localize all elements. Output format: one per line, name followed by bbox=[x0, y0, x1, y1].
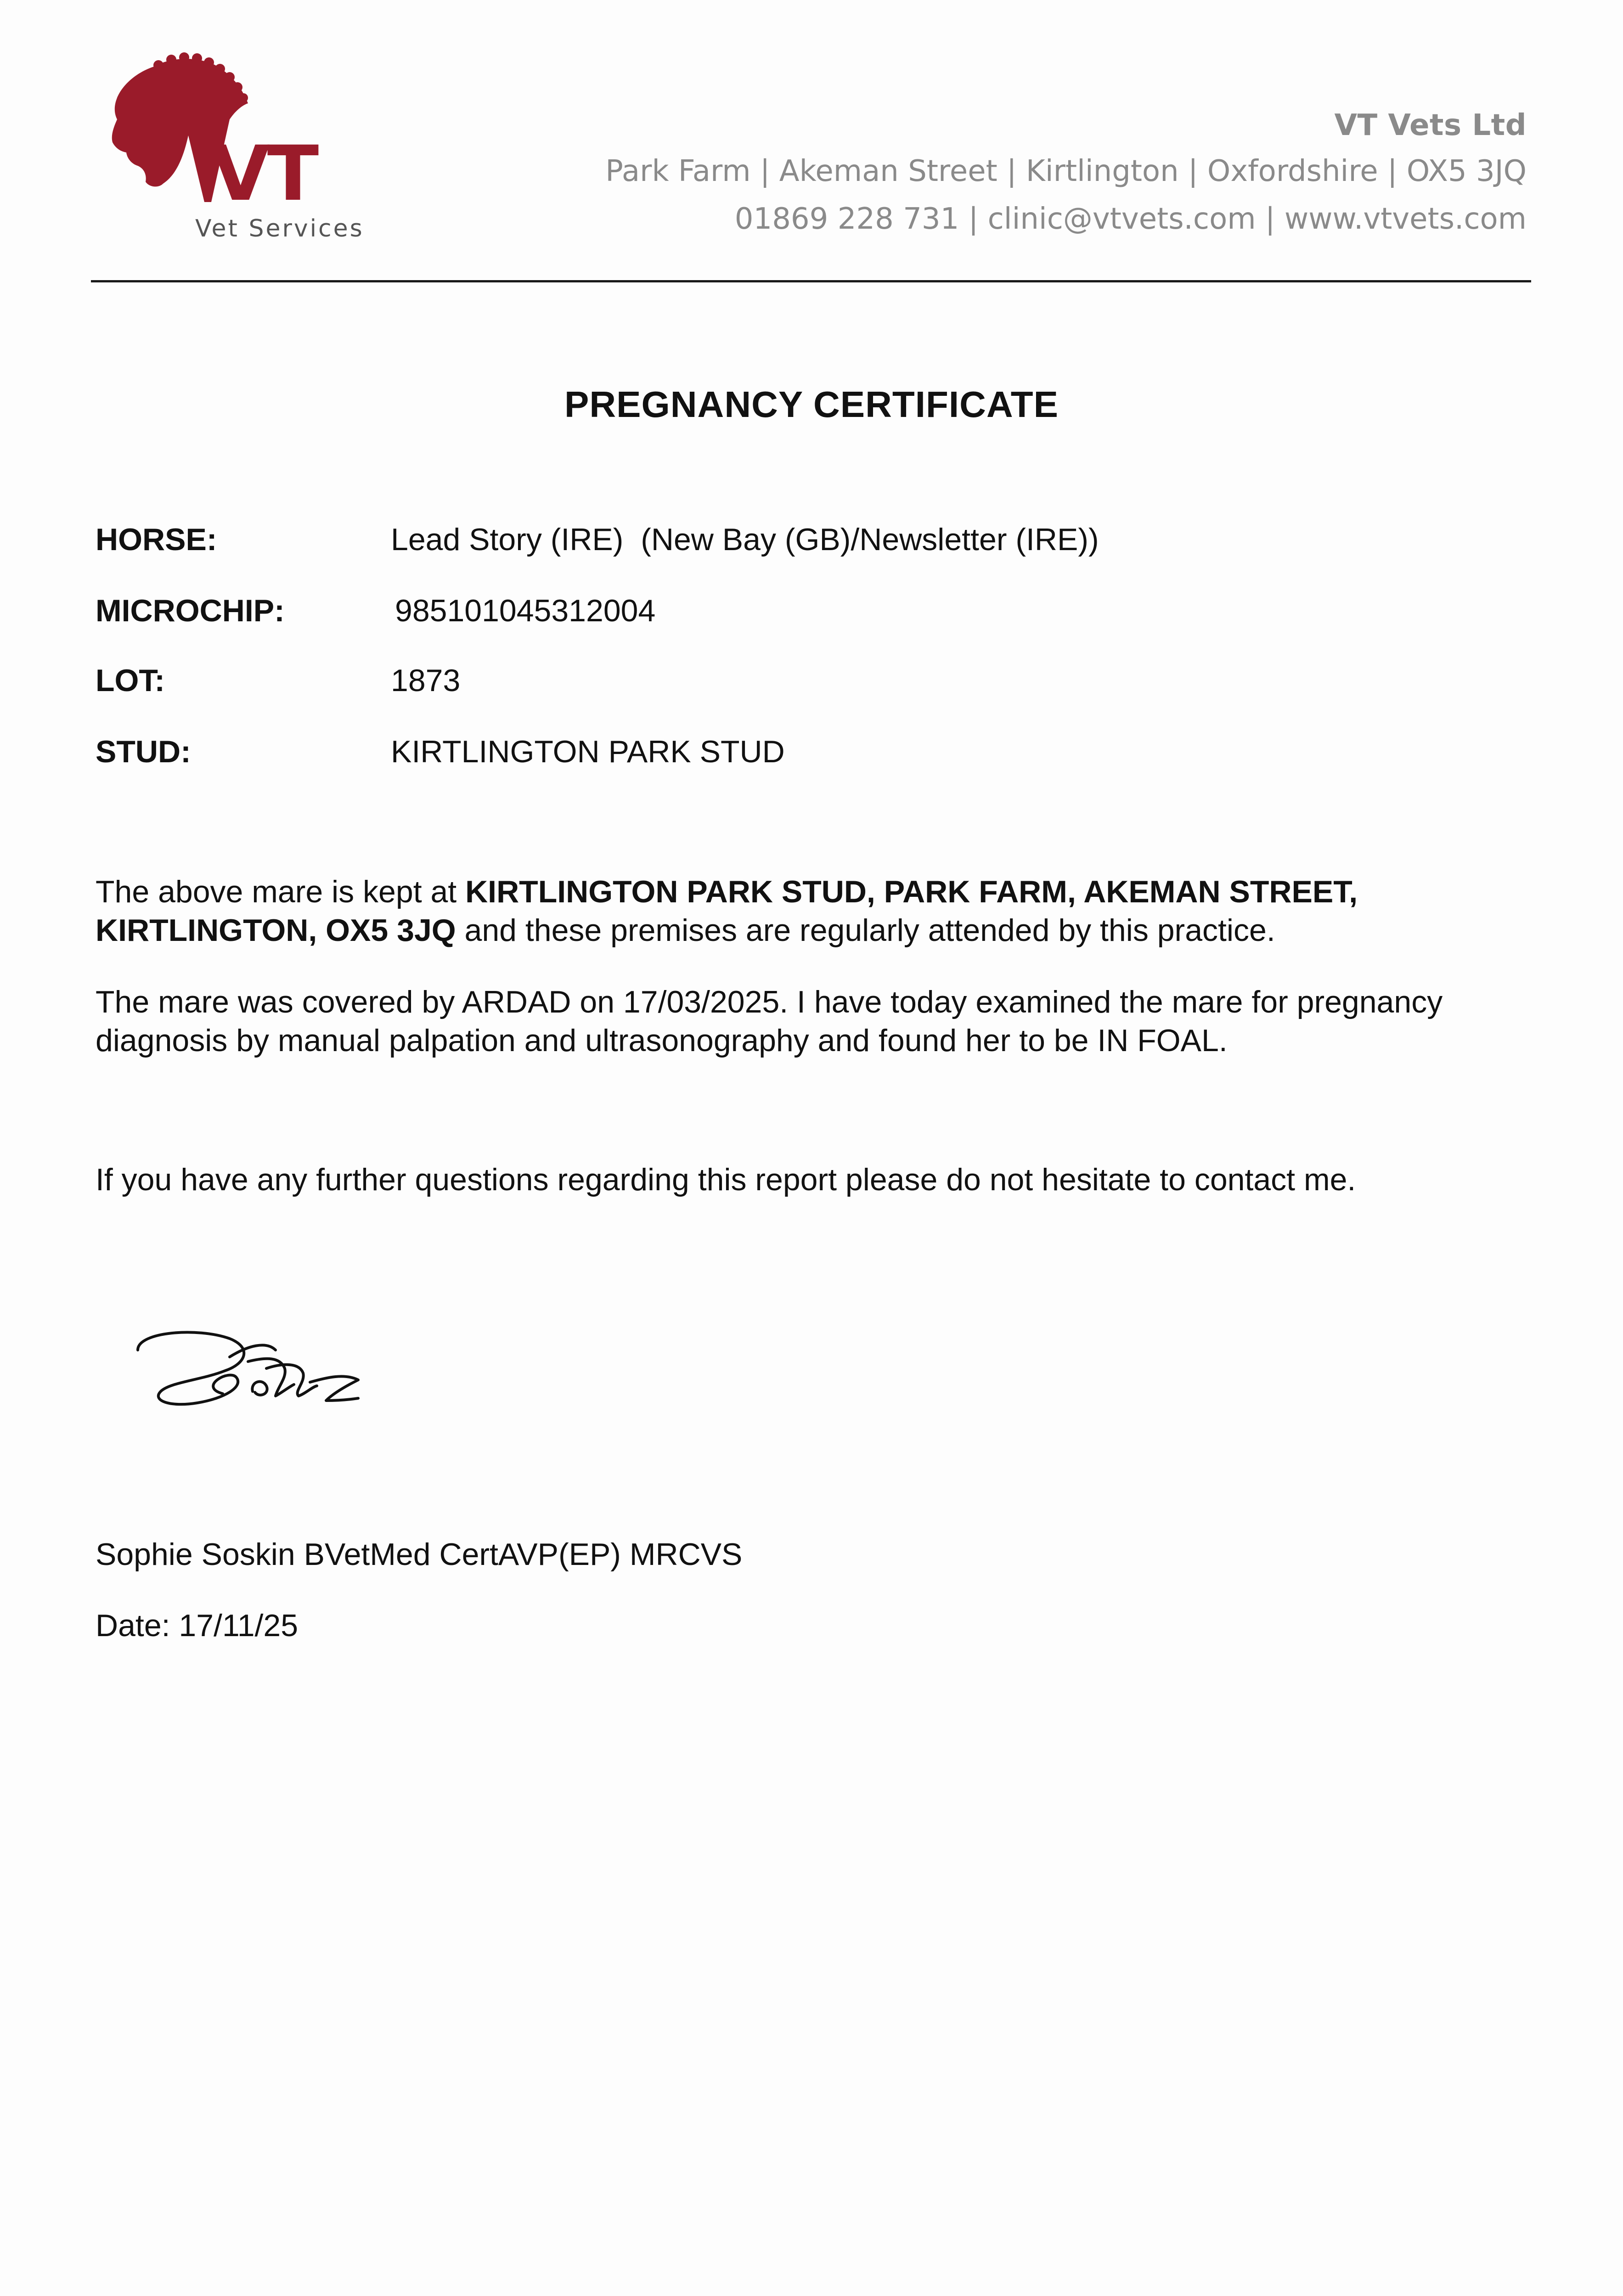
company-name: VT Vets Ltd bbox=[1334, 108, 1527, 142]
field-stud-label: STUD: bbox=[96, 734, 191, 769]
field-microchip-label: MICROCHIP: bbox=[96, 593, 285, 628]
company-details bbox=[605, 103, 1527, 243]
contact-paragraph: If you have any further questions regarding this report please do not hesitate to contact me. bbox=[96, 1162, 1356, 1197]
signatory-name: Sophie Soskin BVetMed CertAVP(EP) MRCVS bbox=[96, 1537, 743, 1572]
field-lot-value: 1873 bbox=[391, 663, 461, 698]
field-horse-value: Lead Story (IRE) (New Bay (GB)/Newsletter (IRE)) bbox=[391, 522, 1099, 557]
logo-tagline: Vet Services bbox=[195, 215, 364, 242]
premises-text-start: The above mare is kept at bbox=[96, 874, 466, 909]
premises-text-end: and these premises are regularly attended by this practice. bbox=[456, 913, 1275, 948]
diagnosis-paragraph: The mare was covered by ARDAD on 17/03/2025. I have today examined the mare for pregnancy diagnosis by manual palpation and ultrasonography and found her to be IN FOAL. bbox=[96, 985, 1443, 1058]
signature bbox=[129, 1313, 386, 1460]
header-divider bbox=[91, 280, 1531, 282]
document-title: PREGNANCY CERTIFICATE bbox=[564, 384, 1059, 425]
premises-paragraph bbox=[96, 872, 1528, 950]
logo-letters: VT bbox=[211, 129, 316, 218]
signature-date: Date: 17/11/25 bbox=[96, 1608, 299, 1643]
company-logo bbox=[90, 51, 364, 243]
company-contact: 01869 228 731 | clinic@vtvets.com | www.vtvets.com bbox=[734, 202, 1527, 236]
field-stud-value: KIRTLINGTON PARK STUD bbox=[391, 734, 785, 769]
field-lot-label: LOT: bbox=[96, 663, 165, 698]
horse-head-icon bbox=[90, 51, 364, 243]
field-microchip-value: 985101045312004 bbox=[395, 593, 656, 628]
field-horse-label: HORSE: bbox=[96, 522, 217, 557]
premises-address: KIRTLINGTON PARK STUD, PARK FARM, AKEMAN STREET, KIRTLINGTON, OX5 3JQ bbox=[96, 874, 1358, 948]
company-address: Park Farm | Akeman Street | Kirtlington | Oxfordshire | OX5 3JQ bbox=[605, 154, 1527, 188]
